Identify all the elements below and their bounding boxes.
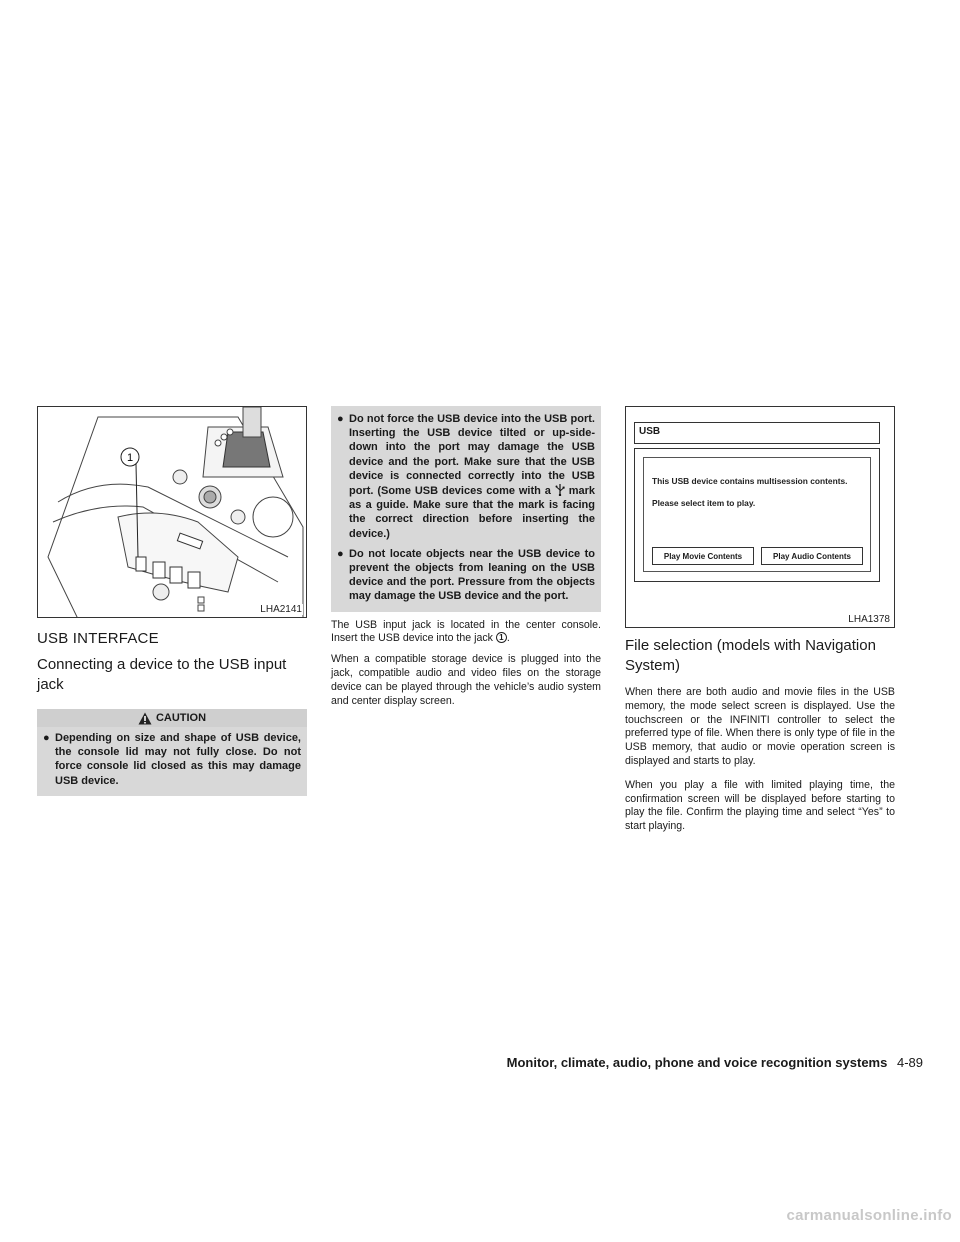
body-paragraph: When you play a file with limited playing time, the confirmation screen will be displayed before starting to play the file. Confirm the playing time and select “Yes” to start playing. — [625, 778, 895, 833]
usb-screen-figure — [625, 406, 895, 628]
play-audio-button[interactable]: Play Audio Contents — [761, 547, 863, 565]
screen-title: USB — [634, 422, 880, 444]
warning-triangle-icon — [138, 712, 152, 725]
console-figure — [37, 406, 307, 618]
bullet-icon: ● — [337, 547, 344, 560]
page-number: 4-89 — [896, 1055, 923, 1070]
section-heading: USB INTERFACE — [37, 630, 159, 647]
console-illustration — [38, 407, 307, 618]
figure-code: LHA2141 — [260, 604, 302, 615]
body-paragraph: When there are both audio and movie files in the USB memory, the mode select screen is displayed. Use the touchscreen or the INFINITI controller to select the preferred type of file. When there is only type of file in the USB memory, that audio or movie operation screen is displayed and starts to play. — [625, 686, 895, 767]
callout-ref: 1 — [496, 632, 507, 643]
column-right — [625, 406, 895, 834]
caution-header — [37, 709, 307, 727]
screen-instruction: Please select item to play. — [652, 498, 756, 508]
caution-bullet: ● Do not force the USB device into the USB port. Inserting the USB device tilted or up-side-down into the port may damage the USB device and the port. Make sure that the USB device is connected correctly into the USB port. (Some USB devices come with a mark as a guide. Make sure that the mark is facing the correct direction before inserting the device.) — [337, 413, 595, 540]
figure-code: LHA1378 — [848, 614, 890, 625]
column-middle — [331, 406, 601, 708]
caution-label: CAUTION — [155, 712, 207, 724]
screen-message: This USB device contains multisession contents. — [652, 476, 848, 486]
caution-bullet: ● Depending on size and shape of USB device, the console lid may not fully close. Do not force console lid closed as this may damage USB device. — [43, 732, 301, 787]
screen-body — [634, 448, 880, 582]
caution-box-continued — [331, 406, 601, 612]
subsection-heading: Connecting a device to the USB input jack — [37, 656, 287, 693]
bullet-icon: ● — [43, 732, 50, 744]
caution-box — [37, 709, 307, 796]
usb-mark-icon — [555, 483, 565, 496]
bullet-icon: ● — [337, 413, 344, 425]
column-left — [37, 406, 307, 796]
caution-bullet: ● Do not locate objects near the USB device to prevent the objects from leaning on the USB device and the port. Pressure from the objects may damage the USB device and the port. — [337, 547, 595, 603]
watermark: carmanualsonline.info — [786, 1207, 952, 1224]
body-paragraph: When a compatible storage device is plugged into the jack, compatible audio and video files on the storage device can be played through the vehicle’s audio system and center display screen. — [331, 653, 601, 707]
page-footer — [0, 1055, 923, 1070]
play-movie-button[interactable]: Play Movie Contents — [652, 547, 754, 565]
screen-dialog — [643, 457, 871, 572]
callout-1: 1 — [126, 452, 134, 464]
body-paragraph: The USB input jack is located in the center console. Insert the USB device into the jack 1 . — [331, 618, 601, 645]
subsection-heading: File selection (models with Navigation System) — [625, 637, 876, 674]
footer-title: Monitor, climate, audio, phone and voice recognition systems — [506, 1055, 888, 1070]
